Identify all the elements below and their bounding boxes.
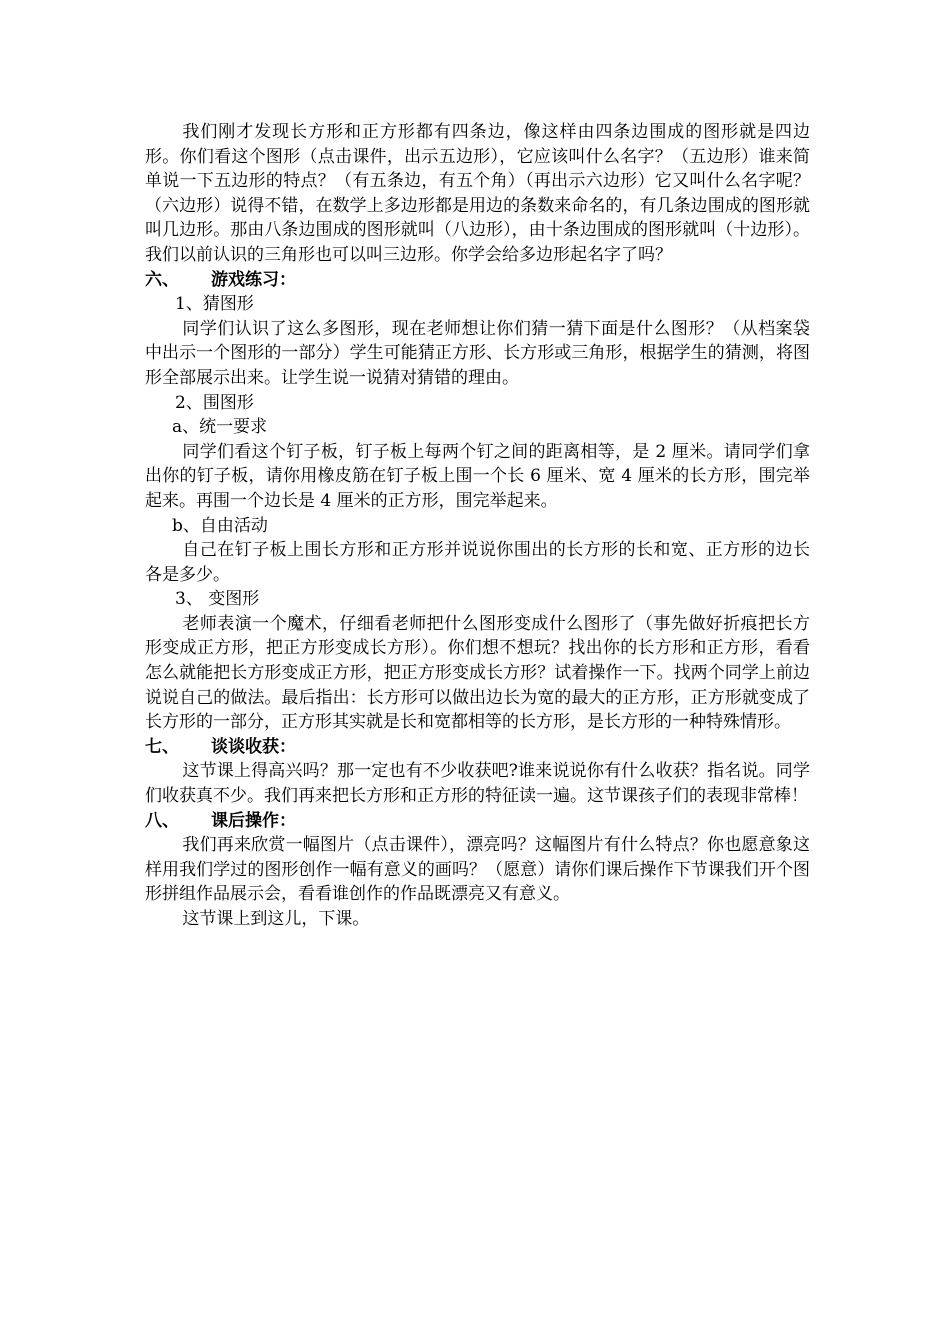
paragraph-polygon-intro: 我们刚才发现长方形和正方形都有四条边，像这样由四条边围成的图形就是四边形。你们看这个图形（点击课件，出示五边形），它应该叫什么名字？（五边形）谁来简单说一下五边形的特点？（有五条边，有五个角）（再出示六边形）它又叫什么名字呢？（六边形）说得不错，在数学上多边形都是用边的条数来命名的，有几条边围成的图形就叫几边形。那由八条边围成的图形就叫（八边形），由十条边围成的图形就叫（十边形）。我们以前认识的三角形也可以叫三边形。你学会给多边形起名字了吗？ — [145, 122, 810, 265]
item-guess-shape: 1、猜图形 — [175, 294, 254, 315]
paragraph-free-activity: 自己在钉子板上围长方形和正方形并说说你围出的长方形的长和宽、正方形的边长各是多少。 — [145, 540, 810, 585]
paragraph-after-class: 我们再来欣赏一幅图片（点击课件），漂亮吗？这幅图片有什么特点？你也愿意象这样用我们学过的图形创作一幅有意义的画吗？（愿意）请你们课后操作下节课我们开个图形拼组作品展示会，看看谁创作的作品既漂亮又有意义。 — [145, 835, 810, 905]
paragraph-class-end: 这节课上到这儿，下课。 — [182, 909, 370, 929]
section-title: 课后操作： — [211, 810, 296, 831]
document-page — [145, 120, 810, 932]
paragraph-unify-requirement: 同学们看这个钉子板，钉子板上每两个钉之间的距离相等，是 2 厘米。请同学们拿出你的钉子板，请你用橡皮筋在钉子板上围一个长 6 厘米、宽 4 厘米的长方形，围完举起来。再围一个边长是 4 厘米的正方形，围完举起来。 — [145, 441, 810, 511]
section-heading-six — [145, 268, 810, 293]
section-number: 七、 — [145, 736, 179, 757]
paragraph-change-shape: 老师表演一个魔术，仔细看老师把什么图形变成什么图形了（事先做好折痕把长方形变成正方形，把正方形变成长方形）。你们想不想玩？找出你的长方形和正方形，看看怎么就能把长方形变成正方形，把正方形变成长方形？试着操作一下。找两个同学上前边说说自己的做法。最后指出：长方形可以做出边长为宽的最大的正方形，正方形就变成了长方形的一部分，正方形其实就是长和宽都相等的长方形，是长方形的一种特殊情形。 — [145, 613, 810, 733]
section-number: 八、 — [145, 810, 179, 831]
subitem-free-activity: b、自由活动 — [172, 515, 268, 536]
section-title: 谈谈收获： — [211, 736, 296, 757]
section-heading-seven — [145, 735, 810, 760]
subitem-unify-requirement: a、统一要求 — [172, 417, 268, 438]
section-title: 游戏练习： — [211, 269, 296, 290]
item-surround-shape: 2、围图形 — [175, 392, 254, 413]
paragraph-guess-shape: 同学们认识了这么多图形，现在老师想让你们猜一猜下面是什么图形？（从档案袋中出示一个图形的一部分）学生可能猜正方形、长方形或三角形，根据学生的猜测，将图形全部展示出来。让学生说一说猜对猜错的理由。 — [145, 318, 810, 388]
section-heading-eight — [145, 809, 810, 834]
section-number: 六、 — [145, 269, 179, 290]
item-change-shape: 3、 变图形 — [175, 589, 260, 610]
paragraph-harvest: 这节课上得高兴吗？那一定也有不少收获吧?谁来说说你有什么收获？指名说。同学们收获真不少。我们再来把长方形和正方形的特征读一遍。这节课孩子们的表现非常棒！ — [145, 761, 810, 807]
